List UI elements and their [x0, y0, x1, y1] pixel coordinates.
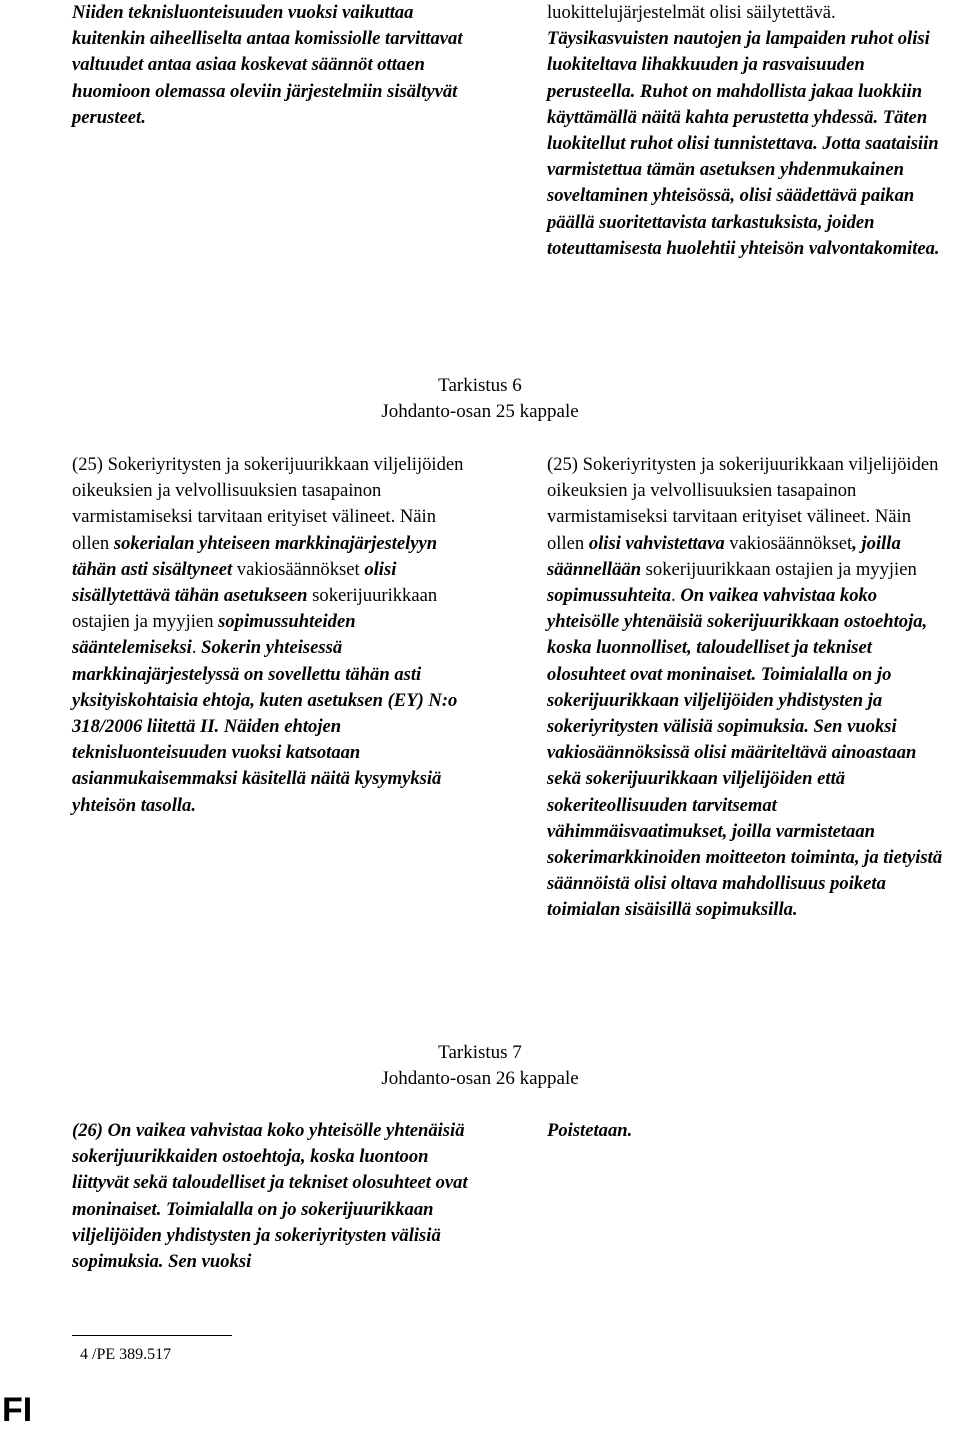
a6-left-seg-2: sokerialan yhteiseen markkinajärjestelyyn tähän asti sisältyneet [72, 532, 438, 580]
amendment-7-original-text: (26) On vaikea vahvistaa koko yhteisölle yhtenäisiä sokerijuurikkaiden ostoehtoja, koska luontoon liittyvät sekä taloudelliset ja tekniset olosuhteet ovat moninaiset. Toimialalla on jo sokerijuurikkaan viljelijöiden yhdistysten ja sokeriyritysten välisiä sopimuksia. Sen vuoksi [72, 1120, 468, 1273]
a6-right-seg-3: vakiosäännökset [724, 532, 853, 554]
a6-left-seg-6: sopimussuhteiden sääntelemiseksi [72, 611, 356, 659]
top-left-paragraph: Niiden teknisluonteisuuden vuoksi vaikuttaa kuitenkin aiheelliselta antaa komissiolle tarvittavat valtuudet antaa asiaa koskevat säännöt ottaen huomioon olemassa oleviin järjestelmiin sisältyvät perusteet. [72, 2, 463, 128]
amendment-7-subtitle: Johdanto-osan 26 kappale [381, 1068, 579, 1089]
top-right-paragraph [547, 0, 952, 262]
a6-right-seg-1: (25) Sokeriyritysten ja sokerijuurikkaan viljelijöiden oikeuksien ja velvollisuuksien tasapainon varmistamiseksi tarvitaan erityiset välineet. Näin ollen [547, 454, 939, 554]
a6-right-seg-8: On vaikea vahvistaa koko yhteisölle yhtenäisiä sokerijuurikkaan ostoehtoja, koska luonnolliset, taloudelliset ja tekniset olosuhteet ovat moninaiset. Toimialalla on jo sokerijuurikkaan viljelijöiden yhdistysten ja sokeriyritysten välisiä sopimuksia. Sen vuoksi vakiosäännöksissä olisi määriteltävä ainoastaan sekä sokerijuurikkaan viljelijöiden että sokeriteollisuuden tarvitsemat vähimmäisvaatimukset, joilla varmistetaan sokerimarkkinoiden moitteeton toiminta, ja tietyistä säännöistä olisi oltava mahdollisuus poiketa toimialan sisäisillä sopimuksilla. [547, 585, 943, 921]
a6-left-seg-3: vakiosäännökset [232, 558, 365, 580]
footer-document-reference: 4 /PE 389.517 [80, 1346, 172, 1363]
top-right-plain-text: luokittelujärjestelmät olisi säilytettävä. [547, 2, 836, 23]
footer-divider [72, 1335, 232, 1336]
amendment-6-title: Tarkistus 6 [438, 375, 522, 396]
top-right-amended-text: Täysikasvuisten nautojen ja lampaiden ruhot olisi luokiteltava lihakkuuden ja rasvaisuuden perusteella. Ruhot on mahdollista jakaa luokkiin käyttämällä näitä kahta perustetta yhdessä. Täten luokitellut ruhot olisi tunnistettava. Jotta saataisiin varmistettua tämän asetuksen yhdenmukainen soveltaminen yhteisössä, olisi säädettävä paikan päällä suoritettavista tarkastuksista, joiden toteuttamisesta huolehtii yhteisön valvontakomitea. [547, 28, 940, 259]
language-code: FI [2, 1391, 33, 1429]
a6-right-seg-5: sokerijuurikkaan ostajien ja myyjien [641, 558, 917, 580]
amendment-6-original-text [72, 452, 477, 819]
amendment-6-amended-text [547, 452, 952, 924]
a6-right-seg-4: , joilla säännellään [547, 532, 901, 580]
a6-right-seg-6: sopimussuhteita [547, 585, 672, 607]
amendment-7-amended-text: Poistetaan. [547, 1120, 633, 1141]
a6-right-seg-7: . [671, 585, 681, 607]
a6-right-seg-2: olisi vahvistettava [588, 532, 725, 554]
a6-left-seg-7: . [191, 637, 202, 659]
a6-left-seg-4: olisi sisällytettävä tähän asetukseen [72, 558, 397, 607]
a6-left-seg-8: Sokerin yhteisessä markkinajärjestelyssä on sovellettu tähän asti yksityiskohtaisia ehtoja, kuten asetuksen (EY) N:o 318/2006 liitettä II. Näiden ehtojen teknisluonteisuuden vuoksi katsotaan asianmukaisemmaksi käsitellä näitä kysymyksiä yhteisön tasolla. [72, 637, 458, 816]
a6-left-seg-5: sokerijuurikkaan ostajien ja myyjien [72, 585, 438, 633]
a6-left-seg-1: (25) Sokeriyritysten ja sokerijuurikkaan viljelijöiden oikeuksien ja velvollisuuksien tasapainon varmistamiseksi tarvitaan erityiset välineet. Näin ollen [72, 454, 464, 554]
amendment-7-title: Tarkistus 7 [438, 1042, 522, 1063]
amendment-6-subtitle: Johdanto-osan 25 kappale [381, 401, 579, 422]
